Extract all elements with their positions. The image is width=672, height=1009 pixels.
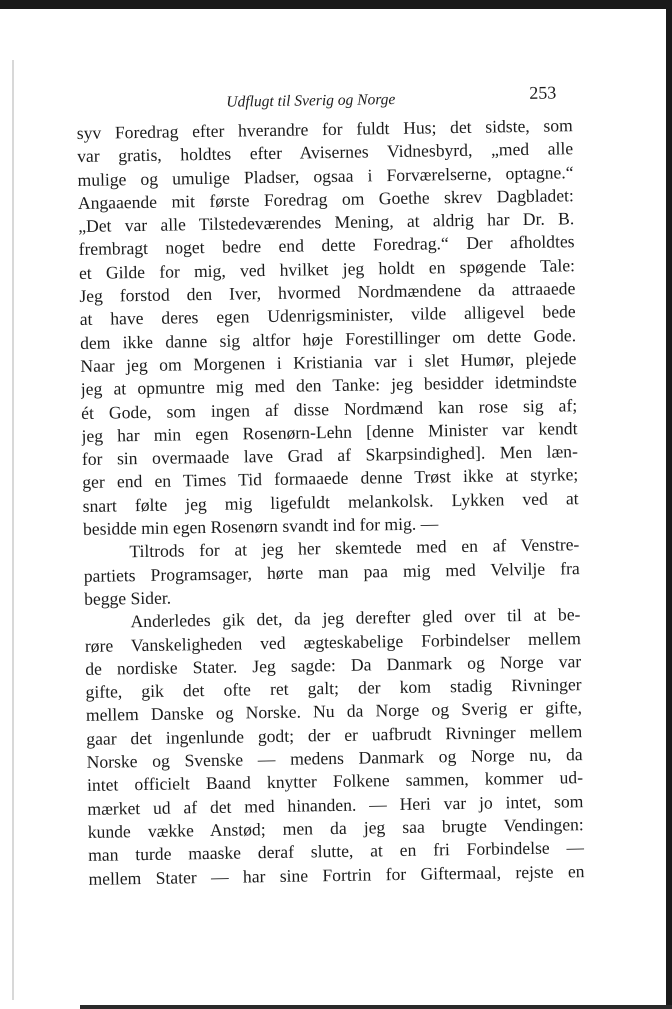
text-line: besidde min egen Rosenørn svandt ind for mig. — xyxy=(82,513,439,539)
text-line: at have deres egen Udenrigsminister, vilde alligevel bede xyxy=(79,301,576,330)
text-line: gifte, gik det ofte ret galt; der kom stadig Rivninger xyxy=(85,674,582,703)
text-line: mulige og umulige Pladser, ogsaa i Forværelserne, optagne.“ xyxy=(77,161,574,190)
text-line: mellem Danske og Norske. Nu da Norge og Sverig er gifte, xyxy=(85,697,583,726)
text-line: partiets Programsager, hørte man paa mig med Velvilje fra xyxy=(83,557,580,586)
text-line: jeg har min egen Rosenørn-Lehn [denne Minister var kendt xyxy=(81,418,578,446)
page-number: 253 xyxy=(529,82,557,103)
text-line: de nordiske Stater. Jeg sagde: Da Danmark og Norge var xyxy=(85,650,582,679)
running-head xyxy=(76,74,573,122)
text-line: man turde maaske deraf slutte, at en fri Forbindelse — xyxy=(87,837,585,866)
paragraph-3 xyxy=(84,603,584,890)
text-line: Jeg forstod den Iver, hvormed Nordmændene da attraaede xyxy=(79,278,576,307)
text-line: mærket ud af det med hinanden. — Heri var jo intet, som xyxy=(87,790,584,819)
text-line: var gratis, holdtes efter Avisernes Vidnesbyrd, „med alle xyxy=(77,138,574,167)
text-line: begge Sider. xyxy=(83,587,172,609)
text-line: syv Foredrag efter hverandre for fuldt Hus; det sidste, som xyxy=(76,115,573,143)
scan-border-bottom xyxy=(80,1005,672,1009)
text-line: „Det var alle Tilstedeværendes Mening, at aldrig har Dr. B. xyxy=(78,208,575,237)
text-line: jeg at opmuntre mig med den Tanke: jeg besidder idetmindste xyxy=(80,371,577,400)
text-line: Anderledes gik det, da jeg derefter gled over til at be- xyxy=(130,604,581,632)
text-line: ét Gode, som ingen af disse Nordmænd kan rose sig af; xyxy=(81,394,578,423)
text-line: mellem Stater — har sine Fortrin for Giftermaal, rejste en xyxy=(88,860,585,889)
text-line: ger end en Times Tid formaaede denne Trøst ikke at styrke; xyxy=(82,464,579,493)
text-line: frembragt noget bedre end dette Foredrag.“ Der afholdtes xyxy=(78,231,575,260)
text-line: gaar det ingenlunde godt; der er uafbrudt Rivninger mellem xyxy=(86,720,583,749)
text-line: Angaaende mit første Foredrag om Goethe skrev Dagbladet: xyxy=(77,185,574,213)
paragraph-1 xyxy=(77,114,580,541)
running-title: Udflugt til Sverig og Norge xyxy=(226,90,396,111)
text-line: et Gilde for mig, ved hvilket jeg holdt en spøgende Tale: xyxy=(78,254,576,283)
text-line: Tiltrods for at jeg her skemtede med en af Venstre- xyxy=(129,534,580,562)
text-line: Norske og Svenske — medens Danmark og Norge nu, da xyxy=(86,744,583,772)
text-line: for sin overmaade lave Grad af Skarpsindighed]. Men læn- xyxy=(81,441,579,470)
text-line: dem ikke danne sig altfor høje Forestillinger om dette Gode. xyxy=(79,324,577,353)
text-line: intet officielt Baand knytter Folkene sammen, kommer ud- xyxy=(86,767,584,796)
text-line: kunde vække Anstød; men da jeg saa brugte Vendingen: xyxy=(87,814,584,842)
text-line: Naar jeg om Morgenen i Kristiania var i slet Humør, plejede xyxy=(80,348,577,376)
paragraph-2 xyxy=(83,533,580,611)
text-line: snart følte jeg mig ligefuldt melankolsk. Lykken ved at xyxy=(82,487,579,516)
scan-border-right xyxy=(666,0,672,1009)
scan-shadow-left xyxy=(12,60,14,1000)
text-line: røre Vanskeligheden ved ægteskabelige Forbindelser mellem xyxy=(84,627,581,656)
book-page xyxy=(76,74,585,890)
scan-border-top xyxy=(0,0,672,9)
